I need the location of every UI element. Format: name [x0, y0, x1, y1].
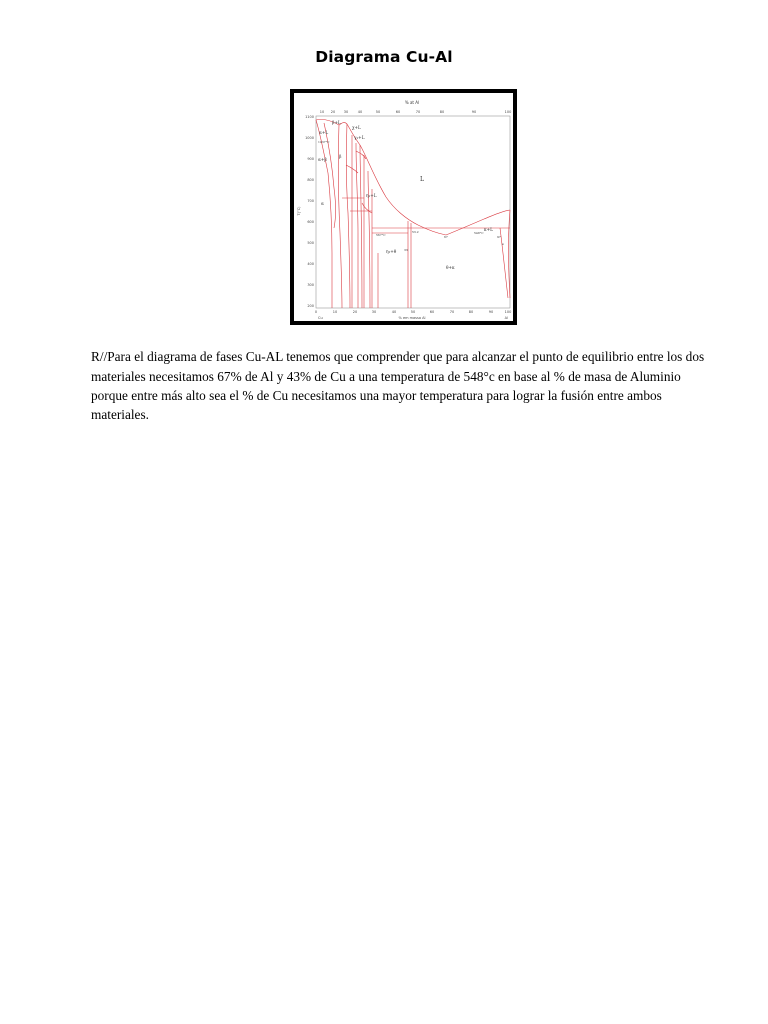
top-tick: 70: [415, 110, 421, 114]
label-liquid: L: [420, 176, 424, 183]
y-tick: 1000: [305, 136, 314, 140]
top-axis-label: % at Al: [404, 100, 420, 105]
label-1037: 1037°C: [318, 140, 330, 144]
top-tick: 80: [439, 110, 445, 114]
label-567: 567°C: [376, 233, 386, 237]
bottom-right-label: Al: [504, 316, 508, 320]
y-tick: 300: [307, 283, 314, 287]
document-title: Diagrama Cu-Al: [315, 48, 453, 66]
y-tick: 700: [307, 199, 314, 203]
cu-al-phase-diagram: [294, 93, 513, 321]
label-gamma1-l: γ₁+L: [354, 135, 365, 140]
plot-frame: [316, 116, 510, 308]
label-kappa-l: κ+L: [484, 227, 493, 232]
bottom-tick: 0: [314, 310, 318, 314]
bottom-tick: 30: [371, 310, 377, 314]
label-alpha-l: α+L: [319, 130, 329, 135]
top-tick: 20: [330, 110, 336, 114]
y-tick: 200: [307, 304, 314, 308]
label-beta-l: β+L: [332, 120, 341, 125]
top-tick: 50: [375, 110, 381, 114]
phase-diagram-figure: [290, 89, 517, 325]
bottom-tick: 90: [488, 310, 494, 314]
top-tick: 60: [395, 110, 401, 114]
y-axis-label: T(°C): [297, 206, 301, 216]
y-tick: 900: [307, 157, 314, 161]
label-67: 67: [444, 235, 448, 239]
bottom-left-label: Cu: [318, 316, 323, 320]
bottom-tick: 100: [504, 310, 512, 314]
label-548: 548°C: [474, 231, 484, 235]
bottom-tick: 20: [352, 310, 358, 314]
label-gamma-l: χ+L: [352, 125, 361, 130]
label-beta: β: [339, 154, 342, 159]
body-paragraph: R//Para el diagrama de fases Cu-AL tenemos que comprender que para alcanzar el punto de equilibrio entre los dos materiales necesitamos 67% de Al y 43% de Cu a una temperatura de 548°c en base al % de masa de Aluminio porque entre más alto sea el % de Cu necesitamos una mayor temperatura para lograr la fusión entre ambos materiales.: [91, 349, 705, 423]
bottom-tick: 40: [391, 310, 397, 314]
label-eta1-l: η₁+L: [366, 193, 377, 198]
label-theta-kappa: θ+κ: [446, 265, 455, 270]
label-alpha: α: [321, 201, 324, 206]
y-tick: 800: [307, 178, 314, 182]
y-tick: 500: [307, 241, 314, 245]
y-tick: 400: [307, 262, 314, 266]
label-alpha-beta: α+β: [318, 157, 327, 162]
y-tick: 1100: [305, 115, 314, 119]
top-tick: 30: [343, 110, 349, 114]
top-tick: 90: [471, 110, 477, 114]
bottom-tick: 70: [449, 310, 455, 314]
top-tick: 10: [319, 110, 325, 114]
bottom-tick: 10: [332, 310, 338, 314]
x-axis-label: % em massa Al: [398, 316, 426, 320]
label-97: 97: [497, 235, 501, 239]
bottom-tick: 60: [429, 310, 435, 314]
label-kappa: κ: [502, 242, 504, 246]
bottom-tick: 50: [410, 310, 416, 314]
top-tick: 40: [357, 110, 363, 114]
top-tick: 100: [504, 110, 512, 114]
label-532: 53.2: [412, 230, 419, 234]
y-tick: 600: [307, 220, 314, 224]
bottom-tick: 80: [468, 310, 474, 314]
label-33: 33: [404, 248, 408, 252]
label-eta2-theta: η₂+θ: [386, 249, 397, 254]
